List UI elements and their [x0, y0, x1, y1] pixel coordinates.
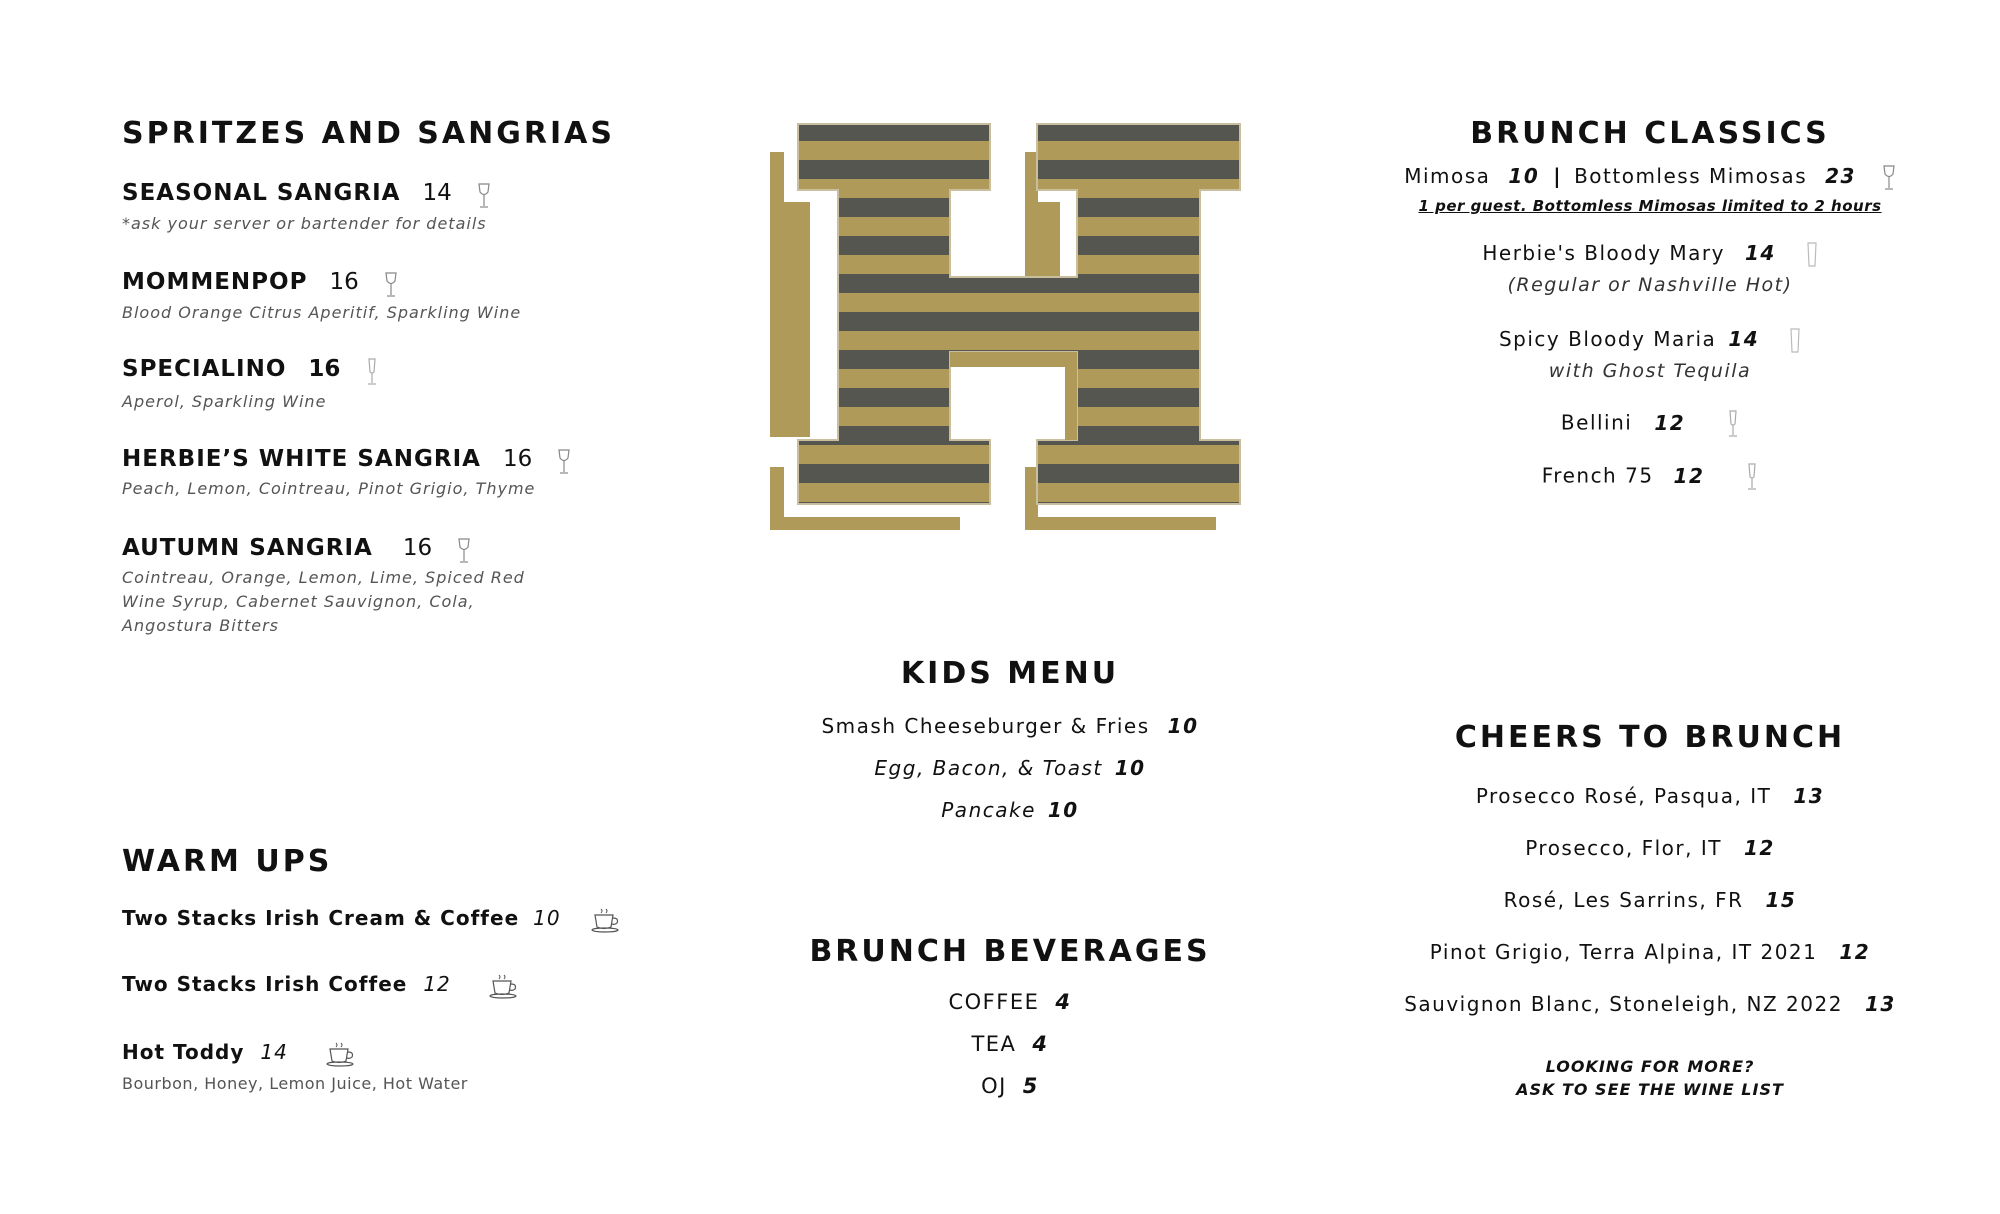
kids-menu-title: KIDS MENU [900, 656, 1120, 691]
desc-line: Cointreau, Orange, Lemon, Lime, Spiced Red [122, 568, 525, 587]
coffee-cup-icon [590, 907, 622, 933]
item-name: Bottomless Mimosas [1574, 164, 1808, 188]
item-price: 10 [1114, 756, 1146, 780]
cheers-title: CHEERS TO BRUNCH [1454, 720, 1846, 755]
item-name: Mimosa [1404, 164, 1491, 188]
menu-item [122, 446, 571, 475]
item-price: 10 [533, 906, 561, 930]
menu-item [760, 756, 1260, 780]
menu-item [1400, 463, 1900, 491]
item-name: French 75 [1541, 463, 1654, 488]
highball-glass-icon [1789, 328, 1801, 354]
item-name: Sauvignon Blanc, Stoneleigh, NZ 2022 [1404, 992, 1843, 1016]
item-name: Rosé, Les Sarrins, FR [1503, 888, 1744, 912]
item-price: 13 [1864, 992, 1896, 1016]
coffee-cup-icon [488, 973, 520, 999]
mimosa-line [1400, 164, 1900, 191]
menu-item [1380, 940, 1920, 964]
menu-item [1400, 241, 1900, 268]
menu-item [1400, 410, 1900, 438]
item-price: 4 [1032, 1032, 1049, 1056]
menu-item [122, 356, 378, 386]
menu-item [122, 1040, 357, 1067]
item-price: 12 [1743, 836, 1775, 860]
item-name: MOMMENPOP [122, 269, 308, 295]
item-description: Blood Orange Citrus Aperitif, Sparkling Wine [122, 303, 522, 322]
item-name: Pancake [941, 798, 1036, 822]
menu-item [122, 269, 398, 298]
desc-line: Wine Syrup, Cabernet Sauvignon, Cola, [122, 592, 475, 611]
item-price: 16 [502, 446, 533, 472]
item-name: Egg, Bacon, & Toast [874, 756, 1103, 780]
item-price: 14 [1744, 241, 1776, 265]
item-description [122, 566, 525, 638]
h-logo [770, 122, 1245, 534]
brunch-beverages-title: BRUNCH BEVERAGES [809, 934, 1211, 969]
item-subtitle: with Ghost Tequila [1548, 360, 1752, 382]
item-price: 12 [1839, 940, 1871, 964]
mimosa-note: 1 per guest. Bottomless Mimosas limited to 2 hours [1418, 197, 1882, 215]
item-subtitle: (Regular or Nashville Hot) [1507, 274, 1793, 296]
item-price: 5 [1022, 1074, 1039, 1098]
spritzes-title: SPRITZES AND SANGRIAS [122, 116, 615, 151]
item-name: Prosecco, Flor, IT [1525, 836, 1722, 860]
champagne-flute-icon [1727, 410, 1739, 438]
menu-item [1400, 327, 1900, 354]
item-price: 14 [422, 180, 452, 206]
item-name: Prosecco Rosé, Pasqua, IT [1475, 784, 1772, 808]
item-name: AUTUMN SANGRIA [122, 535, 373, 561]
item-price: 16 [308, 356, 341, 382]
item-name: SPECIALINO [122, 356, 287, 382]
item-description: Bourbon, Honey, Lemon Juice, Hot Water [122, 1074, 468, 1093]
item-name: Spicy Bloody Maria [1498, 327, 1717, 351]
item-name: COFFEE [948, 990, 1040, 1014]
item-price: 12 [423, 972, 451, 996]
menu-item [760, 1074, 1260, 1098]
wine-glass-icon [557, 449, 571, 475]
item-price: 10 [1167, 714, 1199, 738]
item-price: 23 [1825, 164, 1856, 188]
desc-line: Angostura Bitters [122, 616, 279, 635]
item-description: *ask your server or bartender for details [122, 214, 487, 233]
item-name: Hot Toddy [122, 1040, 245, 1064]
item-name: OJ [981, 1074, 1007, 1098]
item-name: Herbie's Bloody Mary [1482, 241, 1725, 265]
warm-ups-title: WARM UPS [122, 844, 333, 879]
brunch-classics-title: BRUNCH CLASSICS [1470, 116, 1830, 151]
item-price: 10 [1508, 164, 1540, 188]
highball-glass-icon [1806, 242, 1818, 268]
item-name: HERBIE’S WHITE SANGRIA [122, 446, 481, 472]
wine-list-prompt: LOOKING FOR MORE? [1545, 1057, 1755, 1076]
item-price: 15 [1765, 888, 1797, 912]
wine-glass-icon [384, 272, 398, 298]
champagne-flute-icon [366, 358, 378, 386]
menu-item [760, 714, 1260, 738]
coffee-cup-icon [325, 1041, 357, 1067]
menu-item [1380, 888, 1920, 912]
separator: | [1553, 164, 1563, 188]
menu-item [1380, 836, 1920, 860]
item-price: 14 [260, 1040, 288, 1064]
menu-item [122, 535, 471, 564]
wine-list-prompt: ASK TO SEE THE WINE LIST [1516, 1080, 1784, 1099]
menu-item [1380, 784, 1920, 808]
item-name: Two Stacks Irish Coffee [122, 972, 408, 996]
item-name: Pinot Grigio, Terra Alpina, IT 2021 [1429, 940, 1818, 964]
wine-glass-icon [457, 538, 471, 564]
menu-item [122, 180, 491, 209]
menu-item [122, 906, 622, 933]
menu-item [122, 972, 520, 999]
champagne-flute-icon [1746, 463, 1758, 491]
item-price: 13 [1793, 784, 1825, 808]
item-price: 4 [1055, 990, 1072, 1014]
item-name: Bellini [1560, 410, 1633, 435]
item-price: 14 [1728, 327, 1760, 351]
item-name: Two Stacks Irish Cream & Coffee [122, 906, 520, 930]
item-price: 16 [402, 535, 433, 561]
wine-glass-icon [477, 183, 491, 209]
item-price: 12 [1654, 410, 1686, 435]
item-description: Aperol, Sparkling Wine [122, 392, 327, 411]
item-price: 16 [329, 269, 359, 295]
item-name: Smash Cheeseburger & Fries [821, 714, 1150, 738]
menu-item [760, 1032, 1260, 1056]
menu-item [760, 798, 1260, 822]
item-name: SEASONAL SANGRIA [122, 180, 401, 206]
item-price: 10 [1047, 798, 1079, 822]
item-price: 12 [1673, 463, 1705, 488]
wine-glass-icon [1882, 165, 1896, 191]
menu-item [1380, 992, 1920, 1016]
menu-item [760, 990, 1260, 1014]
item-name: TEA [971, 1032, 1017, 1056]
item-description: Peach, Lemon, Cointreau, Pinot Grigio, Thyme [122, 479, 536, 498]
